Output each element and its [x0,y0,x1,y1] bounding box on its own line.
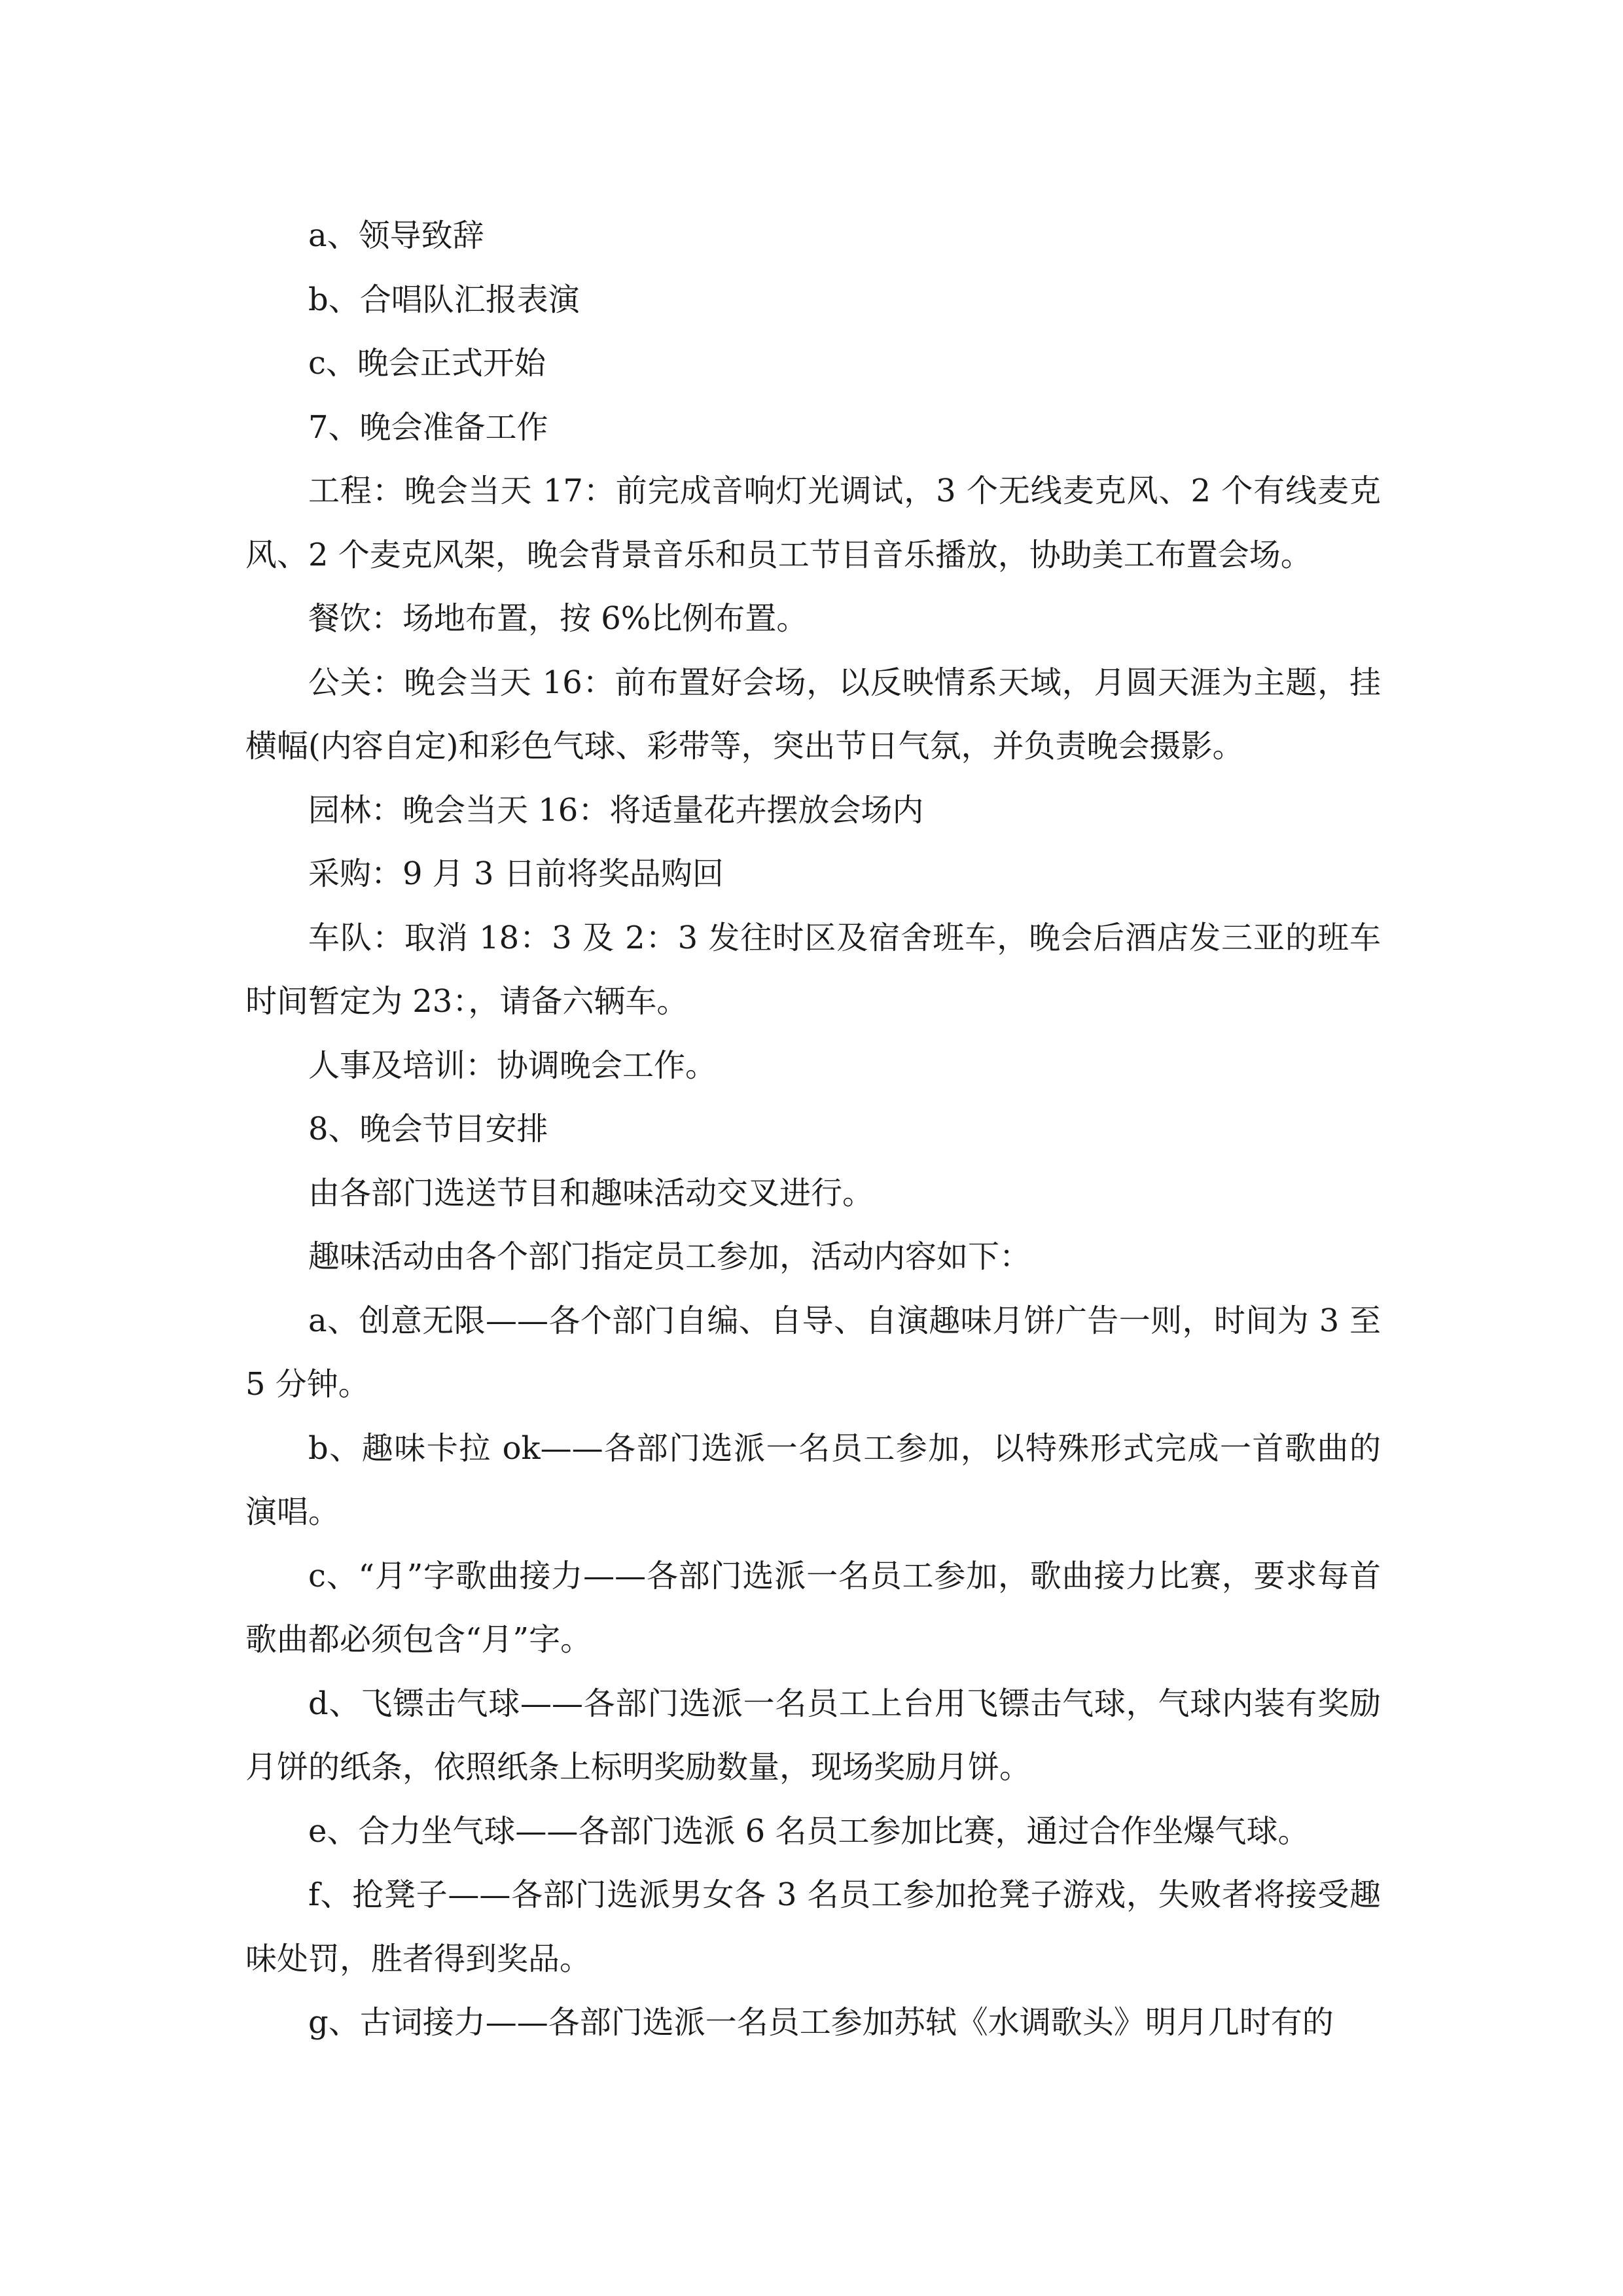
list-item-activity-d: d、飞镖击气球——各部门选派一名员工上台用飞镖击气球，气球内装有奖励月饼的纸条，依照纸条上标明奖励数量，现场奖励月饼。 [245,1685,1381,1785]
section-heading-program: 8、晚会节目安排 [308,1111,548,1147]
paragraph-public-relations: 公关：晚会当天 16：前布置好会场，以反映情系天域，月圆天涯为主题，挂横幅(内容自定)和彩色气球、彩带等，突出节日气氛，并负责晚会摄影。 [245,664,1381,764]
list-item-party-start: c、晚会正式开始 [308,345,546,382]
list-item-activity-a: a、创意无限——各个部门自编、自导、自演趣味月饼广告一则，时间为 3 至 5 分钟。 [245,1302,1381,1403]
list-item-choir-performance: b、合唱队汇报表演 [308,281,580,318]
paragraph-purchasing: 采购：9 月 3 日前将奖品购回 [308,855,724,892]
paragraph-hr-training: 人事及培训：协调晚会工作。 [308,1047,717,1084]
section-heading-preparation: 7、晚会准备工作 [308,408,548,446]
list-item-activity-c: c、“月”字歌曲接力——各部门选派一名员工参加，歌曲接力比赛，要求每首歌曲都必须包含“月”字。 [245,1557,1381,1658]
paragraph-catering: 餐饮：场地布置，按 6%比例布置。 [308,600,808,637]
paragraph-gardening: 园林：晚会当天 16：将适量花卉摆放会场内 [308,791,924,829]
list-item-activity-b: b、趣味卡拉 ok——各部门选派一名员工参加，以特殊形式完成一首歌曲的演唱。 [245,1429,1381,1530]
paragraph-engineering: 工程：晚会当天 17：前完成音响灯光调试，3 个无线麦克风、2 个有线麦克风、2 个麦克风架，晚会背景音乐和员工节目音乐播放，协助美工布置会场。 [245,473,1381,573]
list-item-activity-g: g、古词接力——各部门选派一名员工参加苏轼《水调歌头》明月几时有的 [308,2004,1334,2041]
paragraph-fleet: 车队：取消 18：3 及 2：3 发往时区及宿舍班车，晚会后酒店发三亚的班车时间暂定为 23：，请备六辆车。 [245,919,1381,1020]
paragraph-activities-intro: 趣味活动由各个部门指定员工参加，活动内容如下： [308,1238,1031,1275]
list-item-activity-f: f、抢凳子——各部门选派男女各 3 名员工参加抢凳子游戏，失败者将接受趣味处罚，胜者得到奖品。 [245,1876,1381,1977]
list-item-activity-e: e、合力坐气球——各部门选派 6 名员工参加比赛，通过合作坐爆气球。 [308,1812,1310,1850]
paragraph-program-intro: 由各部门选送节目和趣味活动交叉进行。 [308,1174,874,1211]
list-item-leader-speech: a、领导致辞 [308,217,484,254]
document-body [245,204,1381,2055]
